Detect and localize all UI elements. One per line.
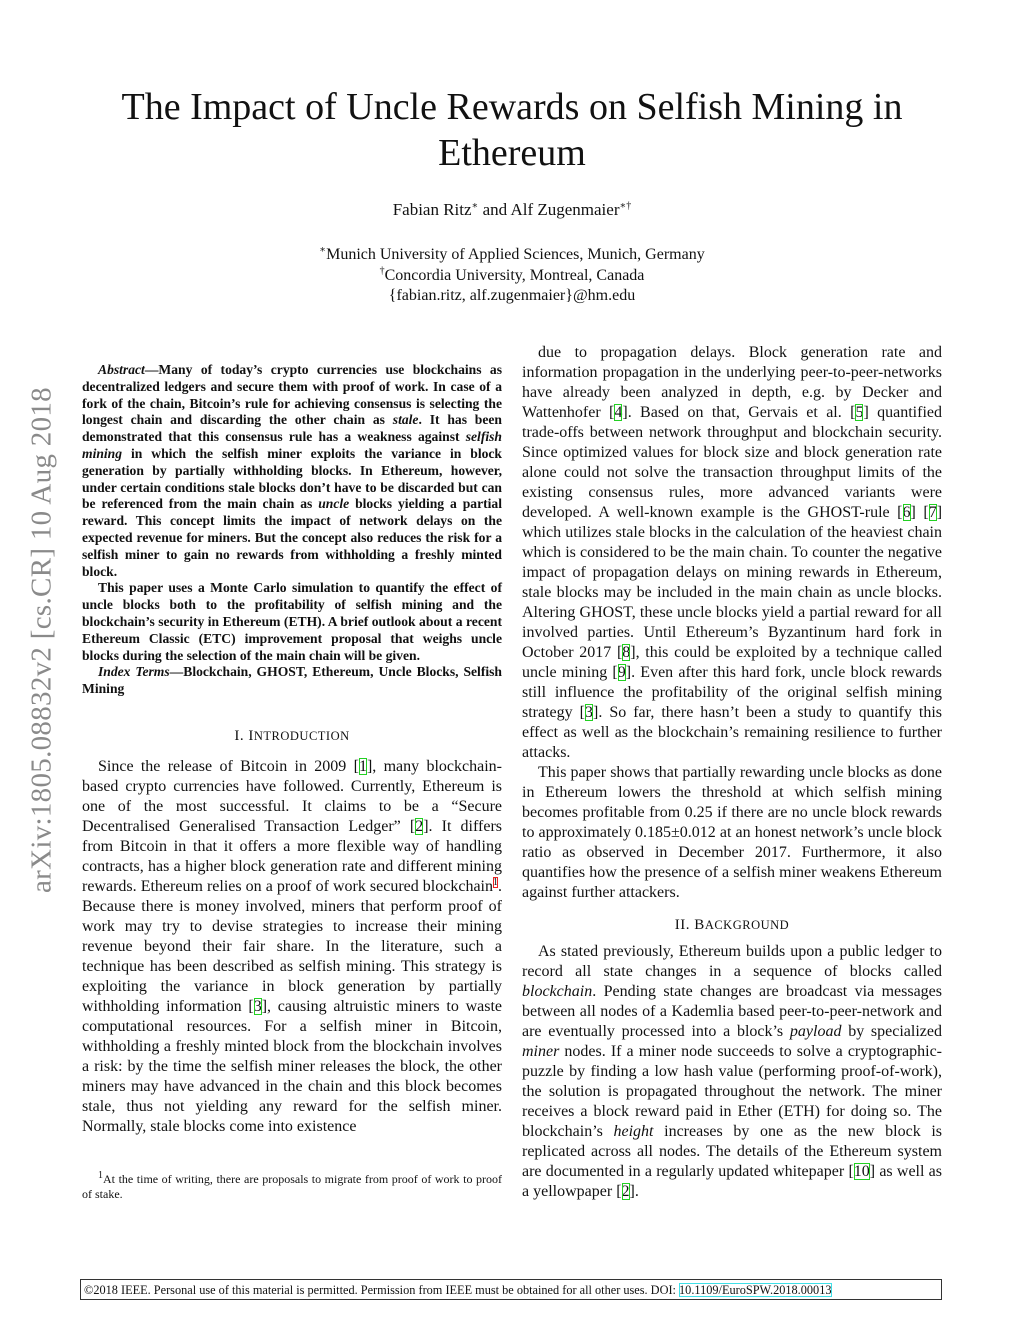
abstract [82,362,502,698]
introduction-continued [522,343,942,903]
citation-link[interactable]: 7 [928,504,937,521]
footnote-link[interactable]: 1 [493,876,498,888]
doi-link[interactable]: 10.1109/EuroSPW.2018.00013 [679,1283,832,1297]
section-cap: I [248,727,254,744]
emphasis: blockchain [522,983,593,1000]
authors [0,200,1024,220]
section-title: NTRODUCTION [253,728,350,743]
section-heading-introduction [82,728,502,745]
author-mark: ∗† [619,200,632,212]
emphasis: Index Terms [98,664,170,680]
emphasis: Abstract [98,362,145,377]
paragraph: This paper shows that partially rewarding uncle blocks as done in Ethereum lowers the threshold at which selfish mining becomes profitable from 0.25 if there are no uncle block rewards to approximately 0.185±0.012 at an honest network’s uncle block ratio as observed in December 2017. Furthermore, it also quantifies how the presence of a selfish miner weakens Ethereum against further attackers. [522,764,942,901]
section-cap: B [694,917,705,933]
affiliation-text: Concordia University, Montreal, Canada [384,266,645,284]
paragraph: This paper uses a Monte Carlo simulation to quantify the effect of uncle blocks both to the profitability of selfish mining and the blockchain’s security in Ethereum (ETH). A brief outlook about a recent Ethereum Classic (ETC) improvement proposal that weighs uncle blocks during the selection of the main chain will be given. [82,580,502,663]
affiliation [0,266,1024,287]
paragraph: Abstract—Many of today’s crypto currencies use blockchains as decentralized ledgers and secure them with proof of work. In case of a fork of the chain, Bitcoin’s rule for achieving consensus is selecting the longest chain and discarding the other chain as stale. It has been demonstrated that this consensus rule has a weakness against selfish mining in which the selfish miner exploits the variance in block generation by partially withholding blocks. In Ethereum, however, under certain conditions stale blocks don’t have to be discarded but can be referenced from the main chain as uncle blocks yielding a partial reward. This concept limits the impact of network delays on the expected revenue for miners. But the concept also reduces the risk for a selfish miner to gain no rewards from withholding a freshly minted block. [82,362,502,579]
email [0,286,1024,307]
section-title: ACKGROUND [704,918,790,932]
affiliation-mark: † [379,265,385,277]
emphasis: miner [522,1043,560,1060]
section-heading-background [522,917,942,934]
email-text: {fabian.ritz, alf.zugenmaier}@hm.edu [388,287,636,304]
citation-link[interactable]: 1 [358,757,367,775]
paper-title: The Impact of Uncle Rewards on Selfish Mining in Ethereum [121,86,903,174]
citation-link[interactable]: 10 [853,1163,870,1180]
footnote-mark: 1 [98,1170,103,1181]
copyright-text: ©2018 IEEE. Personal use of this material is permitted. Permission from IEEE must be obtained for all other uses. DOI: [84,1283,680,1297]
section-number: II. [674,917,695,933]
background-text [522,942,942,1202]
citation-link[interactable]: 2 [621,1183,630,1200]
arxiv-identifier: arXiv:1805.08832v2 [cs.CR] 10 Aug 2018 [25,387,58,893]
citation-link[interactable]: 2 [415,817,424,835]
citation-link[interactable]: 9 [617,664,626,681]
footnote-text: At the time of writing, there are proposals to migrate from proof of work to proof of stake. [82,1172,502,1201]
copyright-footer [80,1279,942,1300]
affiliation-text: Munich University of Applied Sciences, Munich, Germany [326,246,705,263]
paragraph: As stated previously, Ethereum builds upon a public ledger to record all state changes in a sequence of blocks called blockchain. Pending state changes are broadcast via messages between all nodes of a Kademlia based peer-to-peer-network and are eventually processed into a block’s payload by specialized miner nodes. If a miner node succeeds to solve a cryptographic-puzzle by finding a low hash value (performing proof-of-work), the solution is propagated throughout the network. The miner receives a block reward paid in Ether (ETH) for doing so. The blockchain’s height increases by one as the new block is replicated across all nodes. The details of the Ethereum system are documented in a regularly updated whitepaper [10] as well as a yellowpaper [2]. [522,943,943,1200]
footnote [82,1172,502,1202]
citation-link[interactable]: 3 [253,997,262,1015]
introduction-text [82,757,502,1137]
citation-link[interactable]: 6 [902,504,911,521]
affiliation [0,245,1024,266]
affiliation-mark: ∗ [319,244,327,256]
emphasis: height [613,1123,654,1140]
right-column [522,343,942,1202]
citation-link[interactable]: 5 [855,404,864,421]
paragraph: Since the release of Bitcoin in 2009 [1], many blockchain-based crypto currencies have followed. Currently, Ethereum is one of the most successful. It claims to be a “Secure Decentralised Generalised Transaction Ledger” [2]. It differs from Bitcoin in that it offers a more flexible way of handling contracts, has a higher block generation rate and different mining rewards. Ethereum relies on a proof of work secured blockchain$^1$. Because there is money involved, miners that perform proof of work may try to devise strategies to increase their mining revenue beyond their fair share. In the literature, such a technique has been described as selfish mining. This strategy is exploiting the variance in block generation by partially withholding information [3], causing altruistic miners to waste computational resources. For a selfish miner in Bitcoin, withholding a freshly minted block from the blockchain involves a risk: by the time the selfish miner releases the block, the other miners may have advanced in the chain and this block becomes stale, thus not yielding any reward for the selfish miner. Normally, stale blocks come into existence [82,757,503,1135]
left-column [82,362,502,1137]
citation-link[interactable]: 3 [584,704,593,721]
author-name: and Alf Zugenmaier [478,200,620,219]
emphasis: selfish mining [82,429,502,461]
paragraph: Index Terms—Blockchain, GHOST, Ethereum, Uncle Blocks, Selfish Mining [82,664,502,697]
citation-link[interactable]: 8 [622,644,631,661]
author-name: Fabian Ritz [392,200,472,219]
citation-link[interactable]: 4 [614,404,623,421]
emphasis: uncle [318,496,350,512]
emphasis: payload [789,1023,842,1040]
author-mark: ∗ [471,200,479,212]
section-number: I. [234,727,249,744]
emphasis: stale [392,412,419,428]
paragraph: due to propagation delays. Block generation rate and information propagation in the underlying peer-to-peer-networks have already been analyzed in depth, e.g. by Decker and Wattenhofer [4]. Based on that, Gervais et al. [5] quantified trade-offs between network throughput and blockchain security. Since optimized values for block size and block generation rate alone could not solve the transaction throughput limits of the existing consensus rules, more advanced variants were developed. A well-known example is the GHOST-rule [6] [7] which utilizes stale blocks in the calculation of the heaviest chain which is considered to be the main chain. To counter the negative impact of propagation delays on mining rewards in Ethereum, stale blocks may be included in the main chain as uncle blocks. Altering GHOST, these uncle blocks yield a partial reward for all involved parties. Until Ethereum’s Byzantinum hard fork in October 2017 [8], this could be exploited by a technique called uncle mining [9]. Even after this hard fork, uncle block rewards still influence the profitability of the original selfish mining strategy [3]. So far, there hasn’t been a study to quantify this effect as well as the blockchain’s remaining resilience to further attacks. [522,344,943,761]
affiliations [0,245,1024,307]
